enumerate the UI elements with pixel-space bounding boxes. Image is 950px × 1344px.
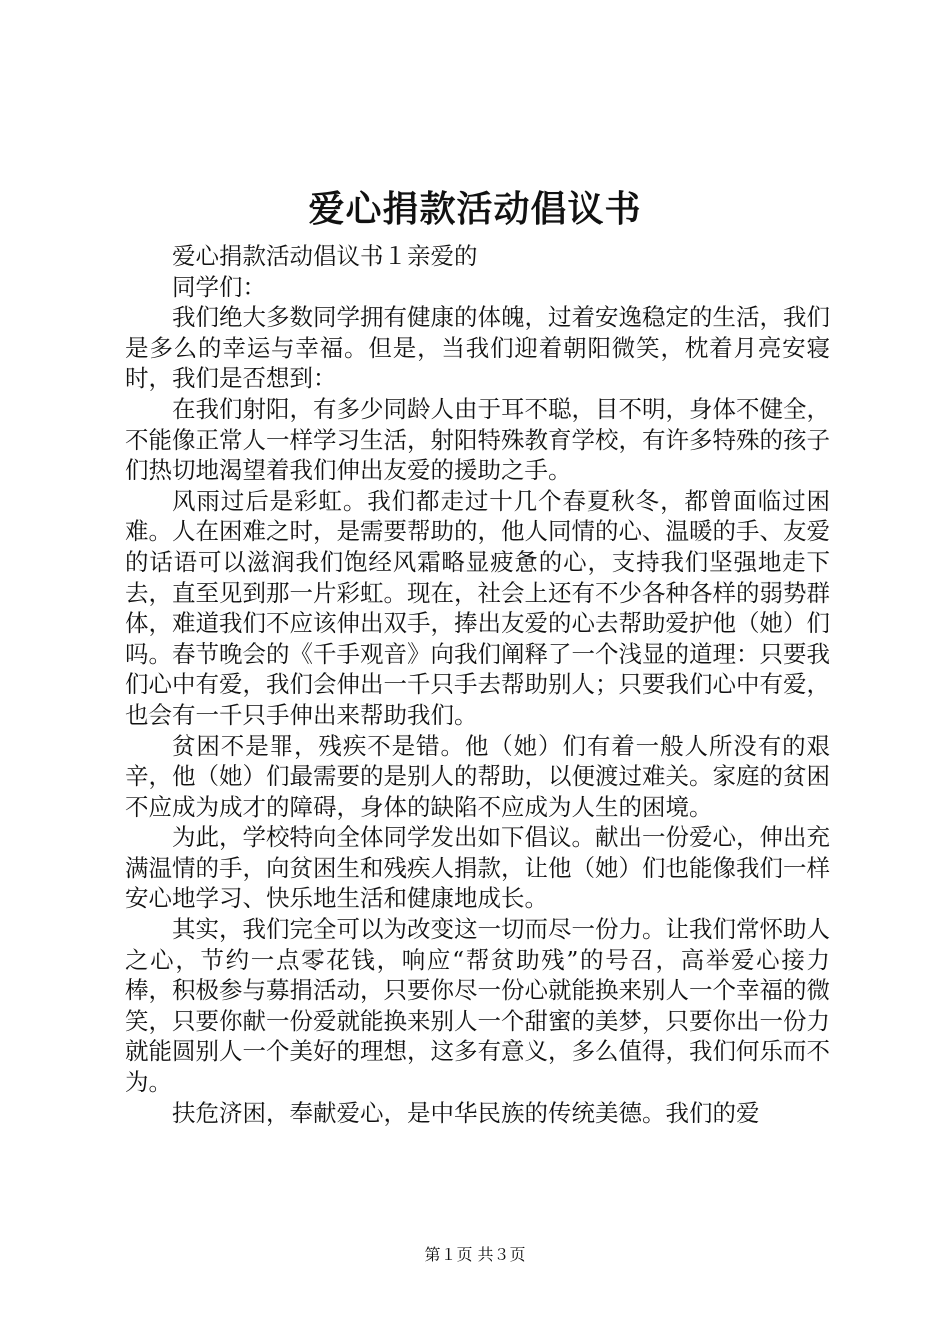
- paragraph: 为此，学校特向全体同学发出如下倡议。献出一份爱心，伸出充满温情的手，向贫困生和残疾人捐款，让他（她）们也能像我们一样安心地学习、快乐地生活和健康地成长。: [125, 823, 830, 913]
- paragraph: 贫困不是罪，残疾不是错。他（她）们有着一般人所没有的艰辛，他（她）们最需要的是别人的帮助，以便渡过难关。家庭的贫困不应成为成才的障碍，身体的缺陷不应成为人生的困境。: [125, 731, 830, 821]
- document-body: [125, 241, 830, 1128]
- opening-line: 爱心捐款活动倡议书１亲爱的: [172, 242, 478, 270]
- paragraph: 扶危济困，奉献爱心，是中华民族的传统美德。我们的爱: [172, 1098, 760, 1127]
- paragraph: 其实，我们完全可以为改变这一切而尽一份力。让我们常怀助人之心，节约一点零花钱，响应“帮贫助残”的号召，高举爱心接力棒，积极参与募捐活动，只要你尽一份心就能换来别人一个幸福的微笑，只要你献一份爱就能换来别人一个甜蜜的美梦，只要你出一份力就能圆别人一个美好的理想，这多有意义，多么值得，我们何乐而不为。: [125, 915, 830, 1097]
- salutation: 同学们：: [172, 272, 266, 301]
- paragraph: 我们绝大多数同学拥有健康的体魄，过着安逸稳定的生活，我们是多么的幸运与幸福。但是，当我们迎着朝阳微笑，枕着月亮安寝时，我们是否想到：: [125, 303, 830, 393]
- page-title: 爱心捐款活动倡议书: [308, 188, 642, 230]
- page-indicator: 第１页 共３页: [424, 1245, 526, 1264]
- paragraph: 风雨过后是彩虹。我们都走过十几个春夏秋冬，都曾面临过困难。人在困难之时，是需要帮助的，他人同情的心、温暖的手、友爱的话语可以滋润我们饱经风霜略显疲惫的心，支持我们坚强地走下去，直至见到那一片彩虹。现在，社会上还有不少各种各样的弱势群体，难道我们不应该伸出双手，捧出友爱的心去帮助爱护他（她）们吗。春节晚会的《千手观音》向我们阐释了一个浅显的道理：只要我们心中有爱，我们会伸出一千只手去帮助别人；只要我们心中有爱，也会有一千只手伸出来帮助我们。: [125, 486, 830, 729]
- paragraph: 在我们射阳，有多少同龄人由于耳不聪，目不明，身体不健全，不能像正常人一样学习生活，射阳特殊教育学校，有许多特殊的孩子们热切地渴望着我们伸出友爱的援助之手。: [125, 394, 830, 485]
